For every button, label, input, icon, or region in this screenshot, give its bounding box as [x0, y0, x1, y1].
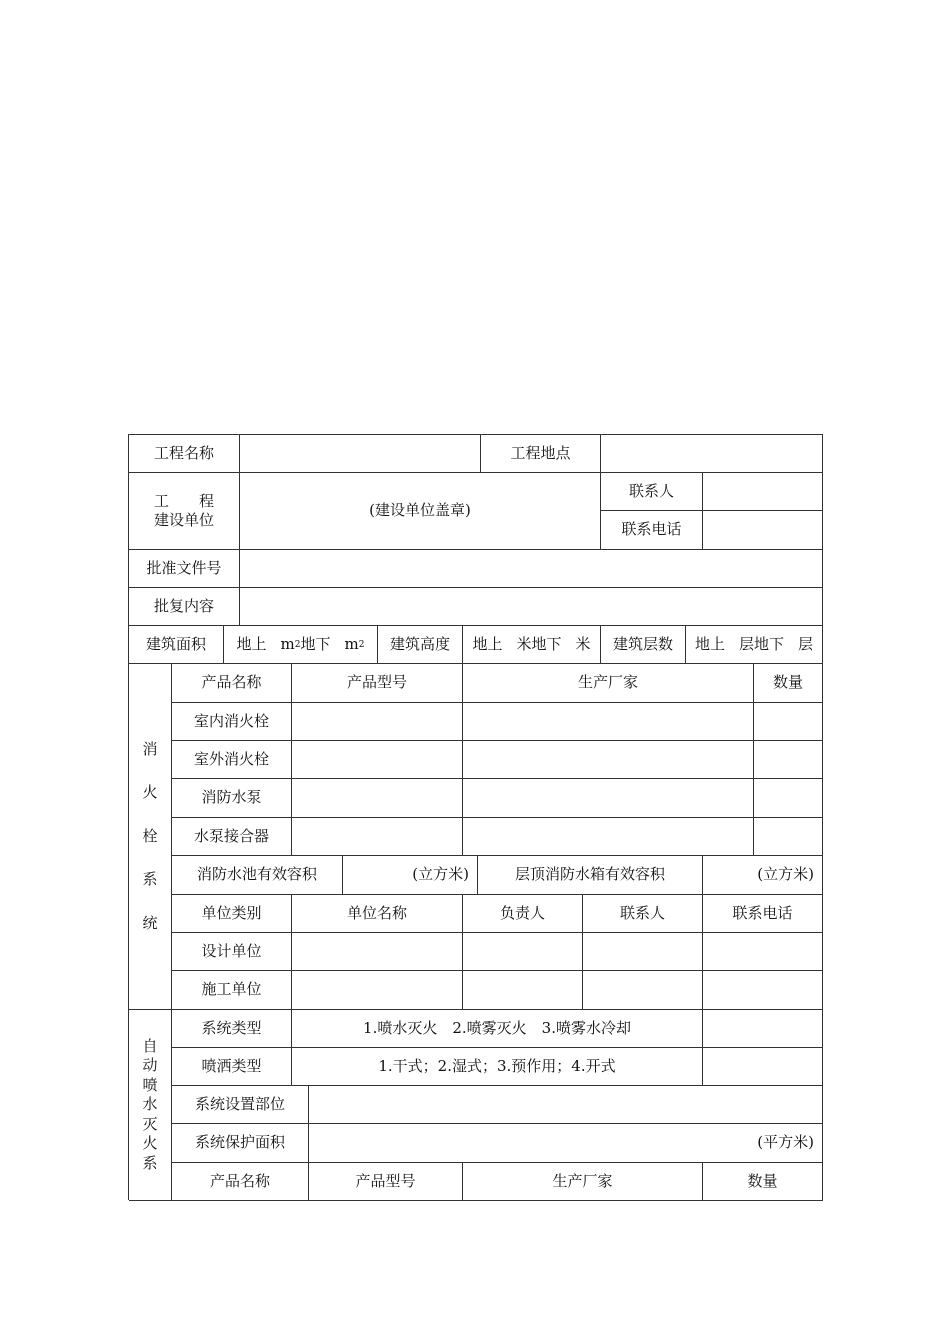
col-product-name: 产品名称	[172, 664, 292, 703]
sprinkler-char: 系	[142, 1153, 158, 1172]
model-field[interactable]	[292, 818, 463, 856]
phone-field[interactable]	[703, 933, 823, 971]
hydrant-section-label	[129, 664, 172, 1010]
maker-field[interactable]	[463, 818, 754, 856]
location-field[interactable]	[309, 1086, 823, 1124]
project-name-field[interactable]	[240, 435, 481, 473]
location-label: 系统设置部位	[172, 1086, 309, 1124]
sprinkler-char: 动	[142, 1056, 158, 1075]
approval-doc-label: 批准文件号	[129, 550, 240, 588]
below-ground-label: 地下	[300, 634, 331, 653]
design-unit-label: 设计单位	[172, 933, 292, 971]
col-qty: 数量	[754, 664, 823, 703]
model-field[interactable]	[292, 741, 463, 779]
height-above-label: 地上	[472, 634, 503, 653]
model-field[interactable]	[292, 779, 463, 818]
hydrant-char: 火	[142, 783, 158, 802]
fire-system-form	[128, 434, 823, 1200]
height-below-label: 地下	[531, 634, 562, 653]
building-area-label: 建筑面积	[129, 626, 224, 664]
project-location-field[interactable]	[601, 435, 823, 473]
phone-field[interactable]	[703, 971, 823, 1010]
sprinkler-section-label	[129, 1010, 172, 1201]
protected-area-label: 系统保护面积	[172, 1124, 309, 1163]
above-ground-label: 地上	[236, 634, 267, 653]
floors-unit-2: 层	[798, 634, 814, 653]
area-unit: m	[280, 634, 295, 653]
hydrant-char: 消	[142, 739, 158, 758]
contact-field[interactable]	[583, 933, 703, 971]
product-pump-connector: 水泵接合器	[172, 818, 292, 856]
system-type-label: 系统类型	[172, 1010, 292, 1048]
approval-doc-field[interactable]	[240, 550, 823, 588]
spray-type-field[interactable]	[703, 1048, 823, 1086]
seal-area[interactable]: (建设单位盖章)	[240, 473, 601, 550]
spray-type-options[interactable]: 1.干式；2.湿式；3.预作用；4.开式	[292, 1048, 703, 1086]
building-height-label: 建筑高度	[378, 626, 463, 664]
protected-area-field[interactable]: (平方米)	[309, 1124, 823, 1163]
hydrant-char: 系	[142, 870, 158, 889]
contact-phone-field[interactable]	[703, 511, 823, 550]
contact-label: 联系人	[601, 473, 703, 511]
hydrant-char: 统	[142, 913, 158, 932]
building-floors-label: 建筑层数	[601, 626, 686, 664]
product-outdoor-hydrant: 室外消火栓	[172, 741, 292, 779]
tank-volume-label: 层顶消防水箱有效容积	[478, 856, 703, 895]
pool-volume-label: 消防水池有效容积	[172, 856, 343, 895]
floors-below-label: 地下	[754, 634, 785, 653]
unit-name-field[interactable]	[292, 933, 463, 971]
build-unit-label: 施工单位	[172, 971, 292, 1010]
floors-unit: 层	[738, 634, 754, 653]
pool-volume-field[interactable]: (立方米)	[343, 856, 478, 895]
sprinkler-col-model: 产品型号	[309, 1163, 463, 1201]
area-unit-2: m	[344, 634, 359, 653]
person-field[interactable]	[463, 971, 583, 1010]
contact-phone-label: 联系电话	[601, 511, 703, 550]
col-phone: 联系电话	[703, 895, 823, 933]
project-name-label: 工程名称	[129, 435, 240, 473]
sprinkler-char: 喷	[142, 1075, 158, 1094]
qty-field[interactable]	[754, 741, 823, 779]
qty-field[interactable]	[754, 818, 823, 856]
building-area-field[interactable]: 地上 m 2 地下 m 2	[224, 626, 378, 664]
builder-label-line1: 工 程	[153, 491, 214, 510]
height-unit: 米	[516, 634, 532, 653]
builder-label	[129, 473, 240, 550]
col-model: 产品型号	[292, 664, 463, 703]
contact-field[interactable]	[703, 473, 823, 511]
approval-content-label: 批复内容	[129, 588, 240, 626]
sprinkler-char: 水	[142, 1095, 158, 1114]
system-type-field[interactable]	[703, 1010, 823, 1048]
unit-name-field[interactable]	[292, 971, 463, 1010]
maker-field[interactable]	[463, 703, 754, 741]
product-indoor-hydrant: 室内消火栓	[172, 703, 292, 741]
approval-content-field[interactable]	[240, 588, 823, 626]
sprinkler-col-qty: 数量	[703, 1163, 823, 1201]
sprinkler-col-maker: 生产厂家	[463, 1163, 703, 1201]
col-unit-name: 单位名称	[292, 895, 463, 933]
person-field[interactable]	[463, 933, 583, 971]
system-type-options[interactable]: 1.喷水灭火 2.喷雾灭火 3.喷雾水冷却	[292, 1010, 703, 1048]
building-floors-field[interactable]	[686, 626, 823, 664]
sprinkler-char: 自	[142, 1036, 158, 1055]
contact-field[interactable]	[583, 971, 703, 1010]
product-fire-pump: 消防水泵	[172, 779, 292, 818]
height-unit-2: 米	[575, 634, 591, 653]
sprinkler-col-product-name: 产品名称	[172, 1163, 309, 1201]
builder-label-line2: 建设单位	[153, 511, 214, 529]
sprinkler-char: 灭	[142, 1114, 158, 1133]
project-location-label: 工程地点	[481, 435, 601, 473]
col-contact: 联系人	[583, 895, 703, 933]
sprinkler-char: 火	[142, 1134, 158, 1153]
col-maker: 生产厂家	[463, 664, 754, 703]
maker-field[interactable]	[463, 779, 754, 818]
building-height-field[interactable]	[463, 626, 601, 664]
tank-volume-field[interactable]: (立方米)	[703, 856, 823, 895]
floors-above-label: 地上	[694, 634, 725, 653]
col-unit-type: 单位类别	[172, 895, 292, 933]
qty-field[interactable]	[754, 779, 823, 818]
col-person: 负责人	[463, 895, 583, 933]
spray-type-label: 喷洒类型	[172, 1048, 292, 1086]
hydrant-char: 栓	[142, 826, 158, 845]
model-field[interactable]	[292, 703, 463, 741]
maker-field[interactable]	[463, 741, 754, 779]
qty-field[interactable]	[754, 703, 823, 741]
